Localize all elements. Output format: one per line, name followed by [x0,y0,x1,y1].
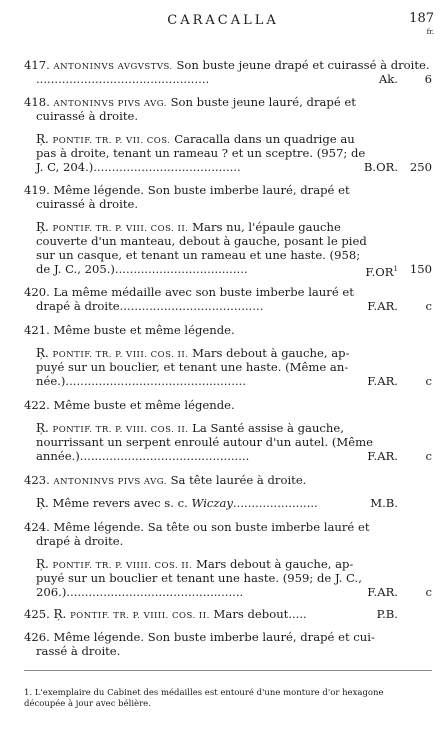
entry-text: Même légende. Son buste imberbe lauré, drapé et cui- [53,630,375,644]
page-number: 187 [409,11,434,26]
metal-label [365,262,398,279]
entry-419-line-5: sur un casque, et tenant un rameau et une haste. (958; [36,248,361,262]
unit-label: fr. [426,28,434,36]
entry-number: 425. [24,607,50,621]
entry-422-line-4: année.).............................................. [36,449,250,463]
entry-419-line-1 [24,183,350,197]
footnote-line-2: découpée à jour avec bélière. [24,699,151,709]
entry-number: 423. [24,473,50,487]
entry-number: 419. [24,183,50,197]
entry-419-line-4: couverte d'un manteau, debout à gauche, posant le pied [36,234,367,248]
entry-420-line-2: drapé à droite....................................... [36,299,264,313]
rarity-value: c [425,374,432,388]
entry-426-line-1 [24,630,375,644]
metal-text: F.OR [365,264,394,279]
entry-text: Caracalla dans un quadrige au [170,132,355,146]
footnote-line-1: 1. L'exemplaire du Cabinet des médailles est entouré d'une monture d'or hexagone [24,688,384,698]
entry-text: Mars debout..... [209,607,307,621]
metal-label: M.B. [370,496,398,510]
leader-dots: ....................... [232,496,318,510]
entry-number: 426. [24,630,50,644]
metal-label: P.B. [376,607,398,621]
rarity-value: 150 [409,262,432,276]
rarity-value: c [425,585,432,599]
rarity-value: c [425,299,432,313]
entry-text: Son buste jeune drapé et cuirassé à droite. [172,58,430,72]
entry-text: Même légende. Sa tête ou son buste imberbe lauré et [53,520,370,534]
entry-number: 418. [24,95,50,109]
entry-number: 424. [24,520,50,534]
entry-text: La même médaille avec son buste imberbe lauré et [53,285,354,299]
metal-label: F.AR. [367,374,398,388]
entry-418-line-5: J. C, 204.)........................................ [36,160,241,174]
entry-422-line-1 [24,398,235,412]
entry-418-line-4: pas à droite, tenant un rameau ? et un sceptre. (957; de [36,146,366,160]
entry-number: 421. [24,323,50,337]
entry-text: Mars debout à gauche, ap- [188,346,350,360]
entry-text: Même buste et même légende. [53,323,235,337]
metal-label: B.OR. [363,160,398,174]
entry-421-line-1 [24,323,235,337]
rarity-value: c [425,449,432,463]
page-header [0,10,446,40]
entry-text: Mars nu, l'épaule gauche [188,220,341,234]
legend-small-caps: PONTIF. TR. P. VIIII. COS. II. [70,611,210,621]
entry-419-line-2: cuirassé à droite. [36,197,139,211]
reverse-mark: Ŗ. [36,132,49,146]
entry-text: Même buste et même légende. [53,398,235,412]
legend-small-caps: ANTONINVS PIVS AVG. [53,99,167,109]
entry-420-line-1 [24,285,354,299]
legend-small-caps: PONTIF. TR. P. VIIII. COS. II. [52,561,193,571]
entry-421-line-4: née.)................................................. [36,374,246,388]
entry-number: 422. [24,398,50,412]
entry-424-line-2: drapé à droite. [36,534,124,548]
reverse-mark: Ŗ. [36,421,49,435]
legend-small-caps: ANTONINVS PIVS AVG. [53,477,167,487]
entry-417-line-2 [36,72,209,86]
source-italic: Wiczay [191,496,233,510]
legend-small-caps: PONTIF. TR. P. VII. COS. [52,136,171,146]
entry-423-line-1 [24,473,306,489]
reverse-mark: Ŗ. [36,496,49,510]
entry-423-reverse [36,496,318,510]
metal-label: Ak. [378,72,398,86]
reverse-mark: Ŗ. [36,346,49,360]
entry-text: Mars debout à gauche, ap- [192,557,354,571]
legend-small-caps: PONTIF. TR. P. VIII. COS. II. [52,350,189,360]
entry-text: Même revers avec s. c. [52,496,192,510]
entry-424-line-4: puyé sur un bouclier et tenant une haste. (959; de J. C., [36,571,362,585]
footnote-divider [24,670,432,671]
legend-small-caps: PONTIF. TR. P. VIII. COS. II. [52,425,189,435]
reverse-mark: Ŗ. [53,607,67,621]
entry-418-line-2: cuirassé à droite. [36,109,139,123]
metal-label: F.AR. [367,449,398,463]
entry-425-line-1 [24,607,307,623]
entry-421-line-3: puyé sur un bouclier, et tenant une haste. (Même an- [36,360,349,374]
rarity-value: 6 [424,72,432,86]
legend-small-caps: ANTONINVS AVGVSTVS. [53,62,173,72]
reverse-mark: Ŗ. [36,220,49,234]
entry-text: Même légende. Son buste imberbe lauré, drapé et [53,183,350,197]
entry-number: 417. [24,58,50,72]
entry-426-line-2: rassé à droite. [36,644,121,658]
legend-small-caps: PONTIF. TR. P. VIII. COS. II. [52,224,189,234]
entry-419-line-6: de J. C., 205.).................................... [36,262,248,276]
entry-text: Son buste jeune lauré, drapé et [166,95,356,109]
reverse-mark: Ŗ. [36,557,49,571]
entry-text: La Santé assise à gauche, [188,421,344,435]
footnote-ref: 1 [393,265,398,273]
running-title: CARACALLA [167,13,279,28]
entry-number: 420. [24,285,50,299]
metal-label: F.AR. [367,299,398,313]
metal-label: F.AR. [367,585,398,599]
entry-424-line-5: 206.)................................................ [36,585,244,599]
entry-424-line-1 [24,520,369,534]
rarity-value: 250 [409,160,432,174]
entry-text: Sa tête laurée à droite. [166,473,307,487]
leader-dots: ............................................... [36,72,210,86]
entry-422-line-3: nourrissant un serpent enroulé autour d'un autel. (Même [36,435,373,449]
